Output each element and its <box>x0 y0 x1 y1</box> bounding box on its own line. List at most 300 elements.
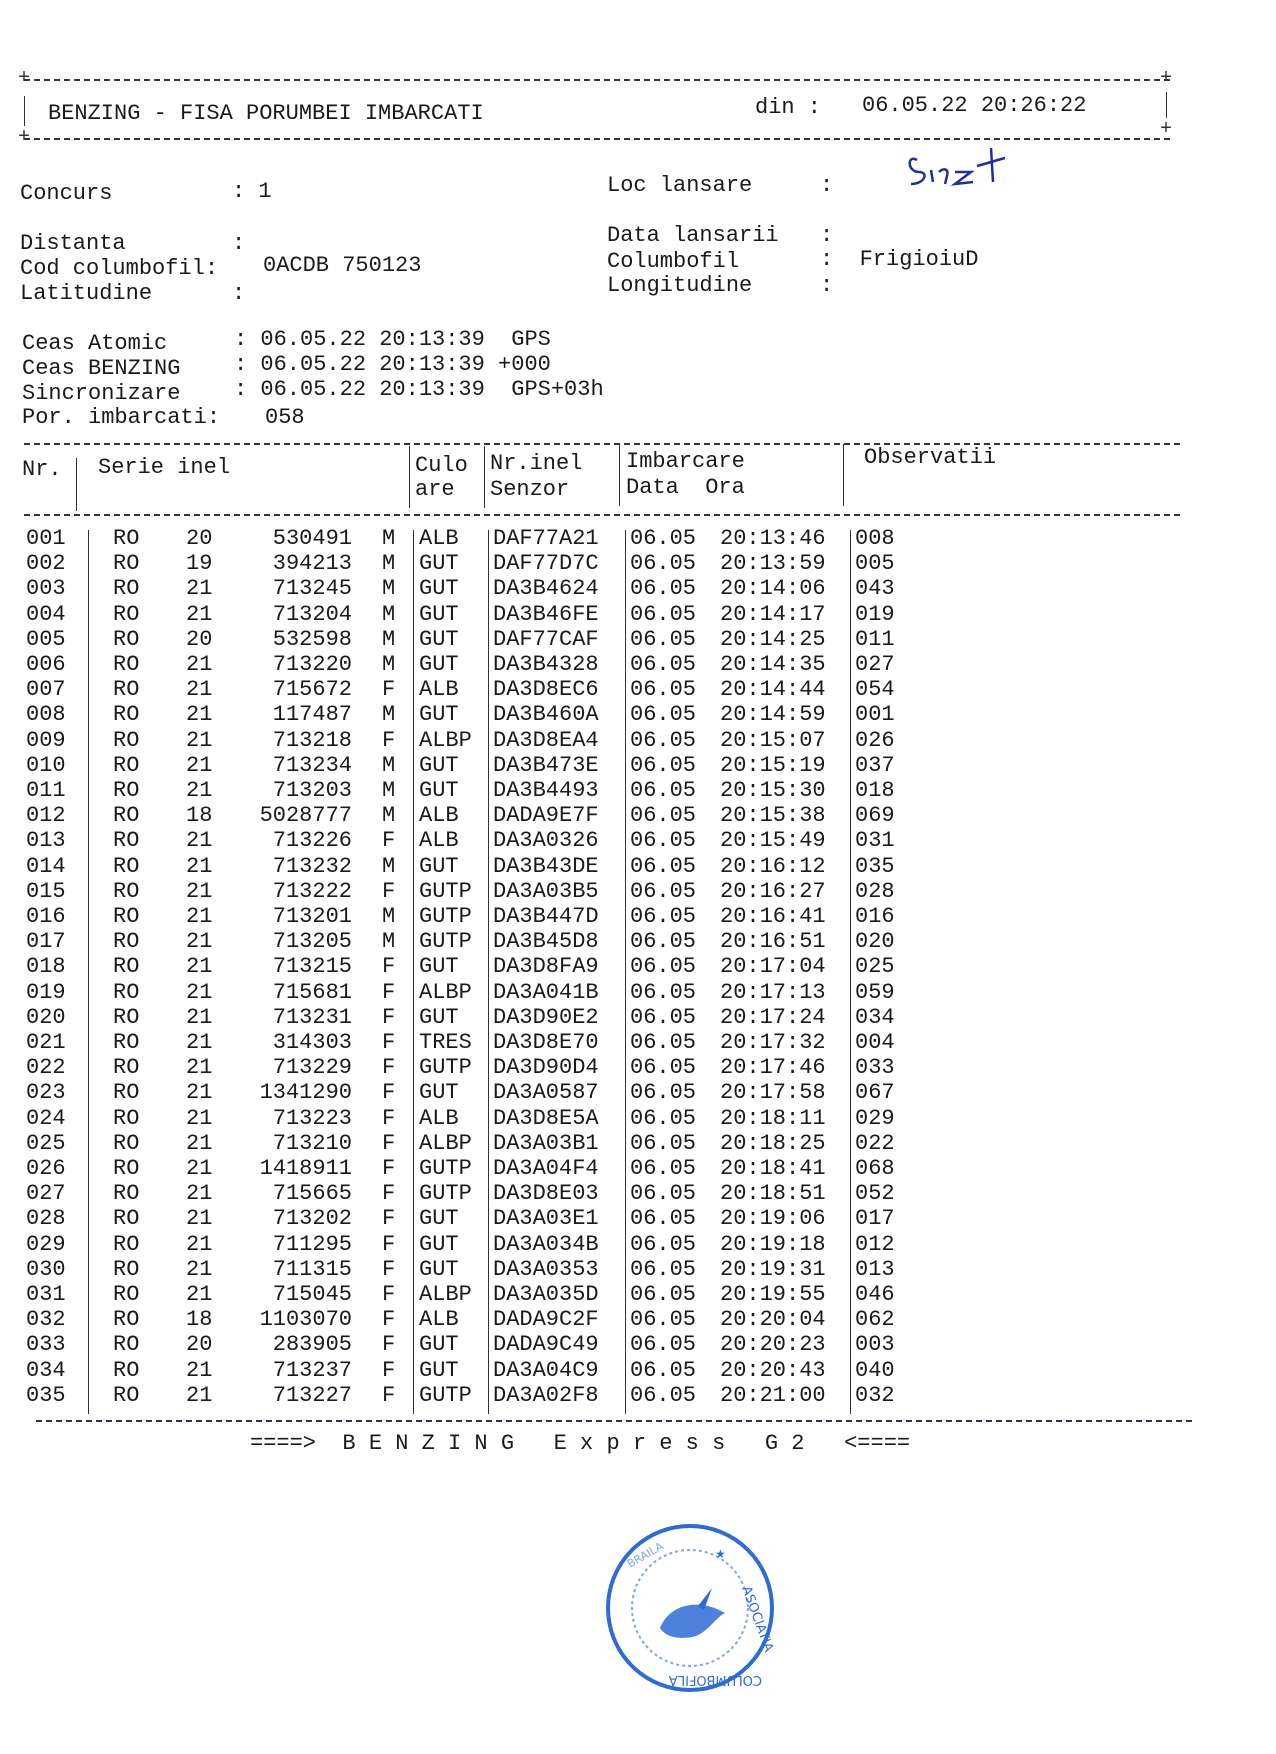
row-time: 20:21:00 <box>720 1382 826 1408</box>
row-color: ALB <box>419 1105 459 1131</box>
row-year: 21 <box>186 702 213 728</box>
row-nr: 002 <box>26 551 66 577</box>
row-color: GUTP <box>419 1055 472 1081</box>
row-observation: 069 <box>855 803 895 829</box>
row-sensor-id: DA3A04C9 <box>493 1357 599 1383</box>
row-ring-number: 1341290 <box>259 1080 352 1106</box>
row-nr: 025 <box>26 1130 66 1156</box>
row-ring-number: 530491 <box>272 526 352 551</box>
row-date: 06.05 <box>630 1080 697 1106</box>
row-sensor-id: DA3B46FE <box>493 601 599 627</box>
row-nr: 023 <box>26 1080 66 1106</box>
row-year: 20 <box>186 526 213 551</box>
row-sensor-id: DA3A02F8 <box>493 1382 599 1408</box>
row-observation: 037 <box>855 752 895 778</box>
row-sex: F <box>382 1307 396 1333</box>
row-ring-number: 713203 <box>272 778 352 803</box>
row-nr: 014 <box>26 853 66 879</box>
row-country: RO <box>113 1181 140 1207</box>
row-observation: 019 <box>855 601 895 627</box>
row-country: RO <box>113 1357 140 1383</box>
row-color: ALB <box>419 803 459 829</box>
row-sex: F <box>382 1357 396 1383</box>
row-year: 21 <box>186 904 213 929</box>
row-ring-number: 713222 <box>272 878 352 904</box>
row-date: 06.05 <box>630 601 697 627</box>
row-sensor-id: DA3A0353 <box>493 1256 599 1282</box>
row-year: 21 <box>186 1105 213 1131</box>
row-observation: 018 <box>855 778 895 803</box>
row-country: RO <box>113 1231 140 1257</box>
cod-columbofil-label: Cod columbofil: <box>20 256 219 281</box>
row-observation: 022 <box>855 1130 895 1156</box>
row-country: RO <box>113 601 140 627</box>
row-date: 06.05 <box>630 576 697 602</box>
row-date: 06.05 <box>630 929 697 955</box>
row-sensor-id: DA3A034B <box>493 1231 599 1257</box>
row-nr: 024 <box>26 1105 66 1131</box>
row-year: 21 <box>186 929 213 955</box>
table-row <box>0 1358 1276 1383</box>
header-top-rule <box>24 79 1170 81</box>
row-color: ALBP <box>419 1130 472 1156</box>
row-ring-number: 1103070 <box>259 1307 352 1333</box>
row-nr: 010 <box>26 752 66 778</box>
row-year: 21 <box>186 1206 213 1232</box>
distanta-label: Distanta <box>20 231 126 256</box>
row-sensor-id: DA3D8E03 <box>493 1181 599 1207</box>
col-divider <box>76 458 77 511</box>
row-sex: F <box>382 1004 396 1030</box>
row-time: 20:20:43 <box>720 1357 826 1383</box>
row-observation: 043 <box>855 576 895 602</box>
row-sensor-id: DAF77A21 <box>493 526 599 551</box>
handwritten-signature <box>905 142 1015 192</box>
row-observation: 062 <box>855 1307 895 1333</box>
row-date: 06.05 <box>630 1256 697 1282</box>
row-ring-number: 713218 <box>272 727 352 753</box>
footer-banner: ====> B E N Z I N G E x p r e s s G 2 <==== <box>250 1431 911 1456</box>
row-ring-number: 713204 <box>272 601 352 627</box>
row-sensor-id: DA3B447D <box>493 904 599 929</box>
row-sex: M <box>382 652 396 677</box>
row-sex: F <box>382 1382 396 1408</box>
row-date: 06.05 <box>630 1030 697 1055</box>
row-time: 20:19:06 <box>720 1206 826 1232</box>
row-sensor-id: DAF77D7C <box>493 551 599 577</box>
row-year: 21 <box>186 878 213 904</box>
distanta-value: : <box>232 231 246 256</box>
row-sensor-id: DA3A03B1 <box>493 1130 599 1156</box>
row-date: 06.05 <box>630 752 697 778</box>
row-sensor-id: DA3A03E1 <box>493 1206 599 1232</box>
table-row <box>0 1332 1276 1357</box>
association-stamp <box>600 1518 780 1698</box>
row-ring-number: 715672 <box>272 677 352 703</box>
table-row <box>0 879 1276 904</box>
row-sensor-id: DADA9E7F <box>493 803 599 829</box>
row-nr: 029 <box>26 1231 66 1257</box>
row-sensor-id: DA3B460A <box>493 702 599 728</box>
row-country: RO <box>113 979 140 1005</box>
row-nr: 005 <box>26 626 66 652</box>
row-sex: F <box>382 1282 396 1307</box>
concurs-value: : 1 <box>232 179 272 204</box>
ceas-benzing-value: : 06.05.22 20:13:39 +000 <box>234 352 551 377</box>
row-country: RO <box>113 878 140 904</box>
row-sensor-id: DA3A03B5 <box>493 878 599 904</box>
header-nr-inel-2: Senzor <box>490 477 570 502</box>
row-date: 06.05 <box>630 551 697 577</box>
row-year: 20 <box>186 626 213 652</box>
row-ring-number: 713231 <box>272 1004 352 1030</box>
row-observation: 040 <box>855 1357 895 1383</box>
row-color: GUT <box>419 626 459 652</box>
row-color: GUT <box>419 1357 459 1383</box>
row-color: GUT <box>419 752 459 778</box>
table-row <box>0 1005 1276 1030</box>
row-nr: 032 <box>26 1307 66 1333</box>
table-row <box>0 551 1276 576</box>
table-row <box>0 1080 1276 1105</box>
table-row <box>0 1181 1276 1206</box>
row-nr: 033 <box>26 1332 66 1358</box>
row-country: RO <box>113 752 140 778</box>
row-color: GUTP <box>419 1382 472 1408</box>
row-observation: 003 <box>855 1332 895 1358</box>
row-country: RO <box>113 551 140 577</box>
row-country: RO <box>113 1206 140 1232</box>
row-nr: 013 <box>26 828 66 854</box>
row-date: 06.05 <box>630 1332 697 1358</box>
row-sensor-id: DA3D8E5A <box>493 1105 599 1131</box>
row-date: 06.05 <box>630 1307 697 1333</box>
row-nr: 031 <box>26 1282 66 1307</box>
row-observation: 017 <box>855 1206 895 1232</box>
row-ring-number: 713232 <box>272 853 352 879</box>
row-sensor-id: DA3D8FA9 <box>493 954 599 980</box>
row-ring-number: 713234 <box>272 752 352 778</box>
row-ring-number: 1418911 <box>259 1156 352 1181</box>
row-time: 20:19:18 <box>720 1231 826 1257</box>
row-year: 21 <box>186 1156 213 1181</box>
row-color: GUT <box>419 954 459 980</box>
row-time: 20:15:07 <box>720 727 826 753</box>
row-sex: M <box>382 853 396 879</box>
row-year: 18 <box>186 1307 213 1333</box>
row-sex: F <box>382 1105 396 1131</box>
row-time: 20:20:23 <box>720 1332 826 1358</box>
row-date: 06.05 <box>630 828 697 854</box>
row-date: 06.05 <box>630 904 697 929</box>
row-country: RO <box>113 828 140 854</box>
latitudine-value: : <box>232 281 246 306</box>
row-observation: 054 <box>855 677 895 703</box>
row-nr: 019 <box>26 979 66 1005</box>
row-color: GUTP <box>419 878 472 904</box>
row-date: 06.05 <box>630 1357 697 1383</box>
row-time: 20:14:44 <box>720 677 826 703</box>
row-observation: 052 <box>855 1181 895 1207</box>
row-date: 06.05 <box>630 954 697 980</box>
row-color: TRES <box>419 1030 472 1055</box>
table-row <box>0 954 1276 979</box>
row-observation: 005 <box>855 551 895 577</box>
row-color: GUT <box>419 1332 459 1358</box>
row-sex: F <box>382 1181 396 1207</box>
row-country: RO <box>113 652 140 677</box>
table-row <box>0 1156 1276 1181</box>
table-row <box>0 1282 1276 1307</box>
row-date: 06.05 <box>630 702 697 728</box>
row-year: 21 <box>186 652 213 677</box>
row-sensor-id: DA3A035D <box>493 1282 599 1307</box>
row-observation: 012 <box>855 1231 895 1257</box>
row-date: 06.05 <box>630 878 697 904</box>
row-sensor-id: DADA9C49 <box>493 1332 599 1358</box>
row-sensor-id: DA3B473E <box>493 752 599 778</box>
row-ring-number: 394213 <box>272 551 352 577</box>
row-date: 06.05 <box>630 1055 697 1081</box>
row-year: 21 <box>186 576 213 602</box>
row-time: 20:17:24 <box>720 1004 826 1030</box>
row-country: RO <box>113 526 140 551</box>
row-country: RO <box>113 1080 140 1106</box>
row-sensor-id: DA3B4493 <box>493 778 599 803</box>
row-color: ALBP <box>419 979 472 1005</box>
row-color: GUT <box>419 576 459 602</box>
row-sensor-id: DA3D90E2 <box>493 1004 599 1030</box>
row-date: 06.05 <box>630 979 697 1005</box>
row-nr: 006 <box>26 652 66 677</box>
row-date: 06.05 <box>630 803 697 829</box>
row-time: 20:17:04 <box>720 954 826 980</box>
row-color: GUT <box>419 702 459 728</box>
row-sensor-id: DA3A041B <box>493 979 599 1005</box>
row-year: 21 <box>186 979 213 1005</box>
row-year: 21 <box>186 1055 213 1081</box>
row-country: RO <box>113 727 140 753</box>
row-date: 06.05 <box>630 1130 697 1156</box>
row-date: 06.05 <box>630 1004 697 1030</box>
row-color: ALBP <box>419 727 472 753</box>
longitudine-label: Longitudine <box>607 273 753 298</box>
row-nr: 016 <box>26 904 66 929</box>
table-row <box>0 1257 1276 1282</box>
cod-columbofil-value: 0ACDB 750123 <box>263 253 422 278</box>
row-color: GUTP <box>419 929 472 955</box>
row-nr: 034 <box>26 1357 66 1383</box>
row-sex: F <box>382 1206 396 1232</box>
row-year: 21 <box>186 1357 213 1383</box>
col-divider <box>619 444 620 506</box>
row-ring-number: 532598 <box>272 626 352 652</box>
row-time: 20:13:46 <box>720 526 826 551</box>
row-sex: M <box>382 778 396 803</box>
row-country: RO <box>113 626 140 652</box>
row-time: 20:15:38 <box>720 803 826 829</box>
row-sex: M <box>382 702 396 728</box>
row-time: 20:17:32 <box>720 1030 826 1055</box>
row-observation: 011 <box>855 626 895 652</box>
row-observation: 033 <box>855 1055 895 1081</box>
columbofil-label: Columbofil <box>607 249 740 274</box>
header-culoare-1: Culo <box>415 453 468 478</box>
row-sensor-id: DA3B45D8 <box>493 929 599 955</box>
sincronizare-value: : 06.05.22 20:13:39 GPS+03h <box>234 377 604 402</box>
row-ring-number: 713223 <box>272 1105 352 1131</box>
table-row <box>0 980 1276 1005</box>
row-observation: 035 <box>855 853 895 879</box>
col-divider <box>484 446 485 508</box>
row-nr: 022 <box>26 1055 66 1081</box>
row-year: 18 <box>186 803 213 829</box>
table-row <box>0 929 1276 954</box>
header-left-bar <box>24 96 25 126</box>
table-row <box>0 1055 1276 1080</box>
header-imbarcare-2: Data Ora <box>626 475 745 500</box>
row-observation: 031 <box>855 828 895 854</box>
row-observation: 016 <box>855 904 895 929</box>
table-bottom-rule <box>36 1420 1192 1422</box>
row-nr: 035 <box>26 1382 66 1408</box>
row-color: ALBP <box>419 1282 472 1307</box>
row-date: 06.05 <box>630 1382 697 1408</box>
row-year: 20 <box>186 1332 213 1358</box>
row-sensor-id: DADA9C2F <box>493 1307 599 1333</box>
row-sex: F <box>382 677 396 703</box>
row-color: ALB <box>419 677 459 703</box>
table-row <box>0 1106 1276 1131</box>
row-color: GUT <box>419 652 459 677</box>
header-bottom-rule <box>24 138 1170 140</box>
table-row <box>0 602 1276 627</box>
row-country: RO <box>113 853 140 879</box>
row-nr: 021 <box>26 1030 66 1055</box>
row-ring-number: 713215 <box>272 954 352 980</box>
row-nr: 008 <box>26 702 66 728</box>
row-time: 20:18:41 <box>720 1156 826 1181</box>
row-color: GUT <box>419 1206 459 1232</box>
row-nr: 003 <box>26 576 66 602</box>
row-ring-number: 711295 <box>272 1231 352 1257</box>
table-row <box>0 1206 1276 1231</box>
row-observation: 068 <box>855 1156 895 1181</box>
row-sex: F <box>382 1030 396 1055</box>
row-color: GUT <box>419 778 459 803</box>
row-time: 20:20:04 <box>720 1307 826 1333</box>
table-top-rule <box>24 443 1180 445</box>
row-observation: 004 <box>855 1030 895 1055</box>
din-value: 06.05.22 20:26:22 <box>862 93 1087 118</box>
row-sex: F <box>382 1231 396 1257</box>
row-year: 21 <box>186 1030 213 1055</box>
table-row <box>0 677 1276 702</box>
row-ring-number: 713226 <box>272 828 352 854</box>
row-ring-number: 713227 <box>272 1382 352 1408</box>
row-year: 21 <box>186 1080 213 1106</box>
row-sex: F <box>382 1156 396 1181</box>
table-row <box>0 1307 1276 1332</box>
row-sex: M <box>382 626 396 652</box>
row-observation: 008 <box>855 526 895 551</box>
header-corner: + <box>1160 118 1173 141</box>
row-nr: 009 <box>26 727 66 753</box>
row-nr: 017 <box>26 929 66 955</box>
row-year: 21 <box>186 1231 213 1257</box>
table-row <box>0 803 1276 828</box>
row-year: 21 <box>186 1382 213 1408</box>
row-year: 21 <box>186 954 213 980</box>
row-color: ALB <box>419 526 459 551</box>
row-observation: 025 <box>855 954 895 980</box>
row-sex: M <box>382 576 396 602</box>
row-sensor-id: DA3D8E70 <box>493 1030 599 1055</box>
row-sex: M <box>382 526 396 551</box>
row-time: 20:15:30 <box>720 778 826 803</box>
row-sensor-id: DA3A04F4 <box>493 1156 599 1181</box>
stamp-text-left: BRAILA <box>625 1539 666 1571</box>
row-time: 20:18:51 <box>720 1181 826 1207</box>
row-sex: F <box>382 1080 396 1106</box>
row-nr: 007 <box>26 677 66 703</box>
table-row <box>0 778 1276 803</box>
col-divider <box>843 444 844 506</box>
row-time: 20:17:13 <box>720 979 826 1005</box>
row-country: RO <box>113 904 140 929</box>
row-year: 19 <box>186 551 213 577</box>
row-sensor-id: DA3A0587 <box>493 1080 599 1106</box>
header-corner: + <box>1160 67 1173 90</box>
row-country: RO <box>113 1030 140 1055</box>
row-ring-number: 713237 <box>272 1357 352 1383</box>
row-year: 21 <box>186 1256 213 1282</box>
row-observation: 027 <box>855 652 895 677</box>
row-year: 21 <box>186 1004 213 1030</box>
row-country: RO <box>113 677 140 703</box>
row-time: 20:15:19 <box>720 752 826 778</box>
row-date: 06.05 <box>630 1231 697 1257</box>
row-sensor-id: DA3B43DE <box>493 853 599 879</box>
row-ring-number: 713220 <box>272 652 352 677</box>
row-country: RO <box>113 1256 140 1282</box>
row-country: RO <box>113 1130 140 1156</box>
row-sex: M <box>382 601 396 627</box>
ceas-benzing-label: Ceas BENZING <box>22 356 181 381</box>
row-observation: 013 <box>855 1256 895 1282</box>
row-time: 20:18:25 <box>720 1130 826 1156</box>
row-color: ALB <box>419 828 459 854</box>
header-observatii: Observatii <box>864 445 997 470</box>
row-observation: 046 <box>855 1282 895 1307</box>
row-ring-number: 5028777 <box>259 803 352 829</box>
row-observation: 020 <box>855 929 895 955</box>
row-ring-number: 713202 <box>272 1206 352 1232</box>
table-row <box>0 627 1276 652</box>
row-sensor-id: DA3B4328 <box>493 652 599 677</box>
row-time: 20:14:59 <box>720 702 826 728</box>
table-row <box>0 1131 1276 1156</box>
row-year: 21 <box>186 828 213 854</box>
row-color: GUTP <box>419 1156 472 1181</box>
row-year: 21 <box>186 727 213 753</box>
table-row <box>0 1030 1276 1055</box>
row-date: 06.05 <box>630 727 697 753</box>
row-observation: 059 <box>855 979 895 1005</box>
row-time: 20:14:35 <box>720 652 826 677</box>
row-nr: 020 <box>26 1004 66 1030</box>
table-row <box>0 728 1276 753</box>
